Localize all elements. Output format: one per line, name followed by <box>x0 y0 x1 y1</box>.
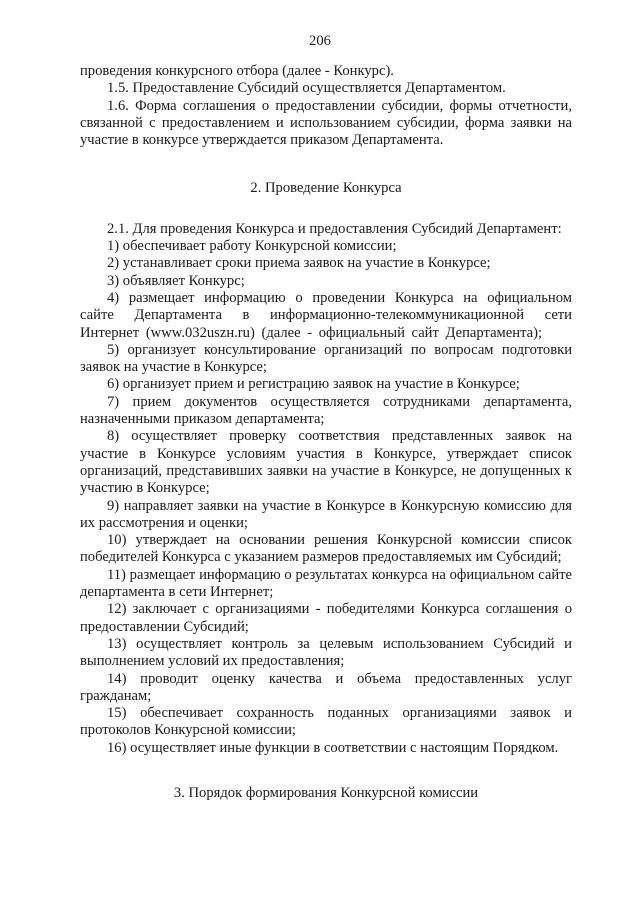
list-item: 15) обеспечивает сохранность поданных организациями заявок и протоколов Конкурсной комиссии; <box>80 705 572 739</box>
paragraph-intro-continuation: проведения конкурсного отбора (далее - Конкурс). <box>80 63 394 79</box>
page-number: 206 <box>309 33 331 49</box>
list-item: 7) прием документов осуществляется сотрудниками департамента, назначенными приказом департамента; <box>80 393 572 428</box>
list-item: 3) объявляет Конкурс; <box>107 272 245 289</box>
list-item: 5) организует консультирование организаций по вопросам подготовки заявок на участие в Конкурсе; <box>80 341 572 376</box>
list-item: 13) осуществляет контроль за целевым использованием Субсидий и выполнением условий их предоставления; <box>80 635 572 670</box>
list-item: 16) осуществляет иные функции в соответствии с настоящим Порядком. <box>107 739 559 756</box>
list-item: 14) проводит оценку качества и объема предоставленных услуг гражданам; <box>80 670 572 704</box>
document-body <box>80 63 572 802</box>
list-item: 2) устанавливает сроки приема заявок на участие в Конкурсе; <box>107 255 491 272</box>
list-item: 1) обеспечивает работу Конкурсной комиссии; <box>107 238 397 255</box>
list-item: 10) утверждает на основании решения Конкурсной комиссии список победителей Конкурса с указанием размеров предоставляемых им Субсидий; <box>80 532 572 566</box>
paragraph-1-6: 1.6. Форма соглашения о предоставлении субсидии, формы отчетности, связанной с предоставлением и использованием субсидии, форма заявки на участие в конкурсе утверждается приказом Департамента. <box>80 97 572 149</box>
list-item: 8) осуществляет проверку соответствия представленных заявок на участие в Конкурсе условиям участия в Конкурсе, утверждает список организаций, представивших заявки на участие в Конкурсе, не допущенных к участию в Конкурсе; <box>80 428 572 497</box>
paragraph-1-5: 1.5. Предоставление Субсидий осуществляется Департаментом. <box>107 80 506 97</box>
list-item: 11) размещает информацию о результатах конкурса на официальном сайте департамента в сети Интернет; <box>80 566 572 601</box>
section-3-heading: 3. Порядок формирования Конкурсной комиссии <box>173 784 479 801</box>
list-item: 4) размещает информацию о проведении Конкурса на официальном сайте Департамента в информационно-телекоммуникационной сети Интернет (www.032uszн.ru) (далее - официальный сайт Департамента); <box>80 289 572 341</box>
list-item: 12) заключает с организациями - победителями Конкурса соглашения о предоставлении Субсидий; <box>80 601 572 635</box>
section-2-heading: 2. Проведение Конкурса <box>250 180 402 197</box>
list-item: 9) направляет заявки на участие в Конкурсе в Конкурсную комиссию для их рассмотрения и оценки; <box>80 497 572 531</box>
list-item: 6) организует прием и регистрацию заявок на участие в Конкурсе; <box>107 376 520 393</box>
paragraph-2-1: 2.1. Для проведения Конкурса и предоставления Субсидий Департамент: <box>107 220 562 237</box>
